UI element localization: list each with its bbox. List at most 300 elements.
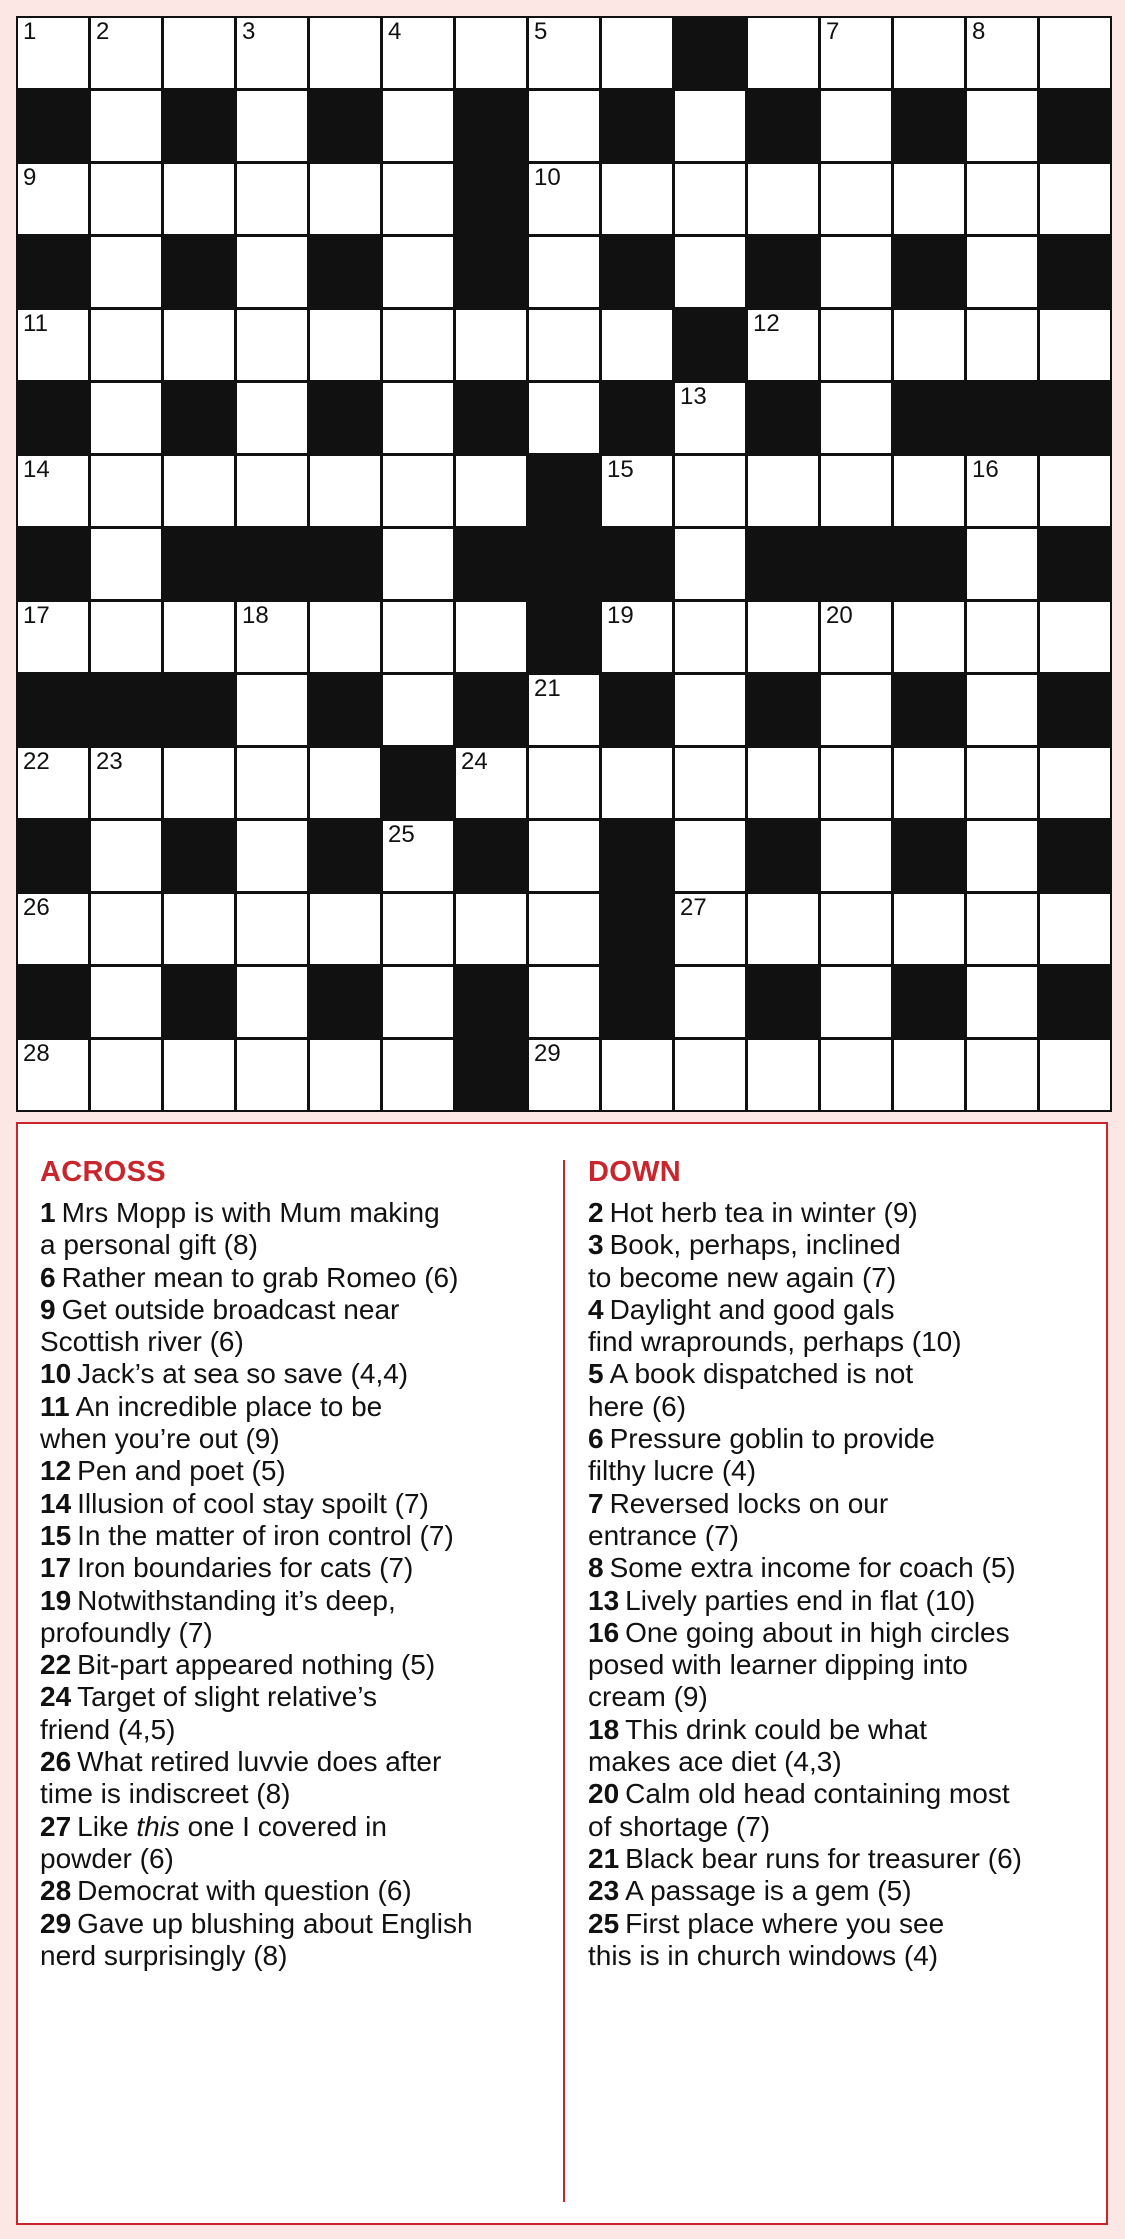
grid-cell[interactable]	[237, 164, 307, 234]
grid-cell[interactable]	[894, 1040, 964, 1110]
grid-cell[interactable]	[18, 18, 88, 88]
grid-cell[interactable]	[91, 529, 161, 599]
across-clue-line	[40, 1908, 550, 1940]
grid-cells	[18, 18, 1110, 1110]
block-cell	[602, 237, 672, 307]
down-clue-line	[588, 1649, 1098, 1681]
grid-cell[interactable]	[894, 894, 964, 964]
grid-cell[interactable]	[456, 602, 526, 672]
grid-cell[interactable]	[602, 164, 672, 234]
grid-cell[interactable]	[237, 456, 307, 526]
grid-cell[interactable]	[383, 310, 453, 380]
grid-cell[interactable]	[91, 821, 161, 891]
clue-number: 15	[607, 456, 634, 483]
grid-cell[interactable]	[675, 821, 745, 891]
grid-cell[interactable]	[675, 237, 745, 307]
block-cell	[456, 821, 526, 891]
clue-text: Hot herb tea in winter (9)	[609, 1197, 918, 1228]
clue-number-label: 9	[40, 1293, 56, 1325]
clue-number: 3	[242, 18, 256, 45]
across-clue-line	[40, 1423, 550, 1455]
grid-cell[interactable]	[91, 237, 161, 307]
down-heading: DOWN	[588, 1156, 682, 1188]
down-clue-line	[588, 1778, 1098, 1810]
across-clue-line	[40, 1488, 550, 1520]
block-cell	[18, 91, 88, 161]
grid-cell[interactable]	[310, 456, 380, 526]
grid-cell[interactable]	[164, 18, 234, 88]
grid-cell[interactable]	[237, 1040, 307, 1110]
grid-cell[interactable]	[602, 310, 672, 380]
clue-text: This drink could be what	[625, 1713, 928, 1745]
across-clue-line	[40, 1940, 550, 1972]
down-clue-line	[588, 1391, 1098, 1423]
clue-text: this	[136, 1810, 180, 1842]
clue-number-label: 18	[588, 1713, 620, 1745]
grid-cell[interactable]	[91, 164, 161, 234]
clue-number: 5	[534, 18, 548, 45]
grid-cell[interactable]	[602, 18, 672, 88]
grid-cell[interactable]	[894, 748, 964, 818]
grid-cell[interactable]	[456, 456, 526, 526]
block-cell	[602, 675, 672, 745]
grid-cell[interactable]	[18, 894, 88, 964]
clue-number-label: 3	[588, 1229, 604, 1261]
block-cell	[1040, 237, 1110, 307]
grid-cell[interactable]	[237, 675, 307, 745]
grid-cell[interactable]	[91, 894, 161, 964]
grid-cell[interactable]	[18, 602, 88, 672]
clue-number-label: 1	[40, 1197, 56, 1228]
grid-cell[interactable]	[821, 894, 891, 964]
grid-cell[interactable]	[529, 894, 599, 964]
grid-cell[interactable]	[675, 894, 745, 964]
clue-number-label: 14	[40, 1487, 72, 1519]
grid-cell[interactable]	[894, 18, 964, 88]
down-clue-line	[588, 1229, 1098, 1261]
clue-text: Rather mean to grab Romeo (6)	[61, 1261, 459, 1293]
clue-number-label: 6	[588, 1423, 604, 1455]
grid-cell[interactable]	[456, 18, 526, 88]
grid-cell[interactable]	[383, 675, 453, 745]
grid-cell[interactable]	[967, 237, 1037, 307]
grid-cell[interactable]	[675, 602, 745, 672]
grid-cell[interactable]	[18, 748, 88, 818]
grid-cell[interactable]	[821, 383, 891, 453]
grid-cell[interactable]	[821, 310, 891, 380]
block-cell	[1040, 383, 1110, 453]
grid-cell[interactable]	[967, 602, 1037, 672]
grid-cell[interactable]	[821, 237, 891, 307]
clue-number: 28	[23, 1040, 50, 1067]
across-clue-line	[40, 1229, 550, 1261]
grid-cell[interactable]	[529, 821, 599, 891]
grid-cell[interactable]	[967, 456, 1037, 526]
grid-cell[interactable]	[91, 18, 161, 88]
grid-cell[interactable]	[675, 748, 745, 818]
clue-text: Get outside broadcast near	[61, 1293, 400, 1325]
grid-cell[interactable]	[456, 748, 526, 818]
grid-cell[interactable]	[675, 675, 745, 745]
block-cell	[748, 821, 818, 891]
grid-cell[interactable]	[967, 894, 1037, 964]
grid-cell[interactable]	[675, 456, 745, 526]
clue-number-label: 21	[588, 1842, 620, 1874]
clue-text: Target of slight relative’s	[77, 1681, 378, 1713]
clue-number: 1	[23, 18, 37, 45]
clue-number-label: 2	[588, 1197, 604, 1228]
clue-number-label: 10	[40, 1358, 72, 1390]
grid-cell[interactable]	[821, 18, 891, 88]
clue-text: An incredible place to be	[75, 1390, 383, 1422]
block-cell	[456, 383, 526, 453]
grid-cell[interactable]	[383, 821, 453, 891]
grid-cell[interactable]	[529, 18, 599, 88]
clue-text: Reversed locks on our	[609, 1487, 889, 1519]
across-clue-line	[40, 1520, 550, 1552]
clue-number-label: 5	[588, 1358, 604, 1390]
grid-cell[interactable]	[967, 310, 1037, 380]
grid-cell[interactable]	[529, 675, 599, 745]
block-cell	[894, 237, 964, 307]
grid-cell[interactable]	[675, 383, 745, 453]
down-clue-line	[588, 1520, 1098, 1552]
clue-number-label: 6	[40, 1261, 56, 1293]
grid-cell[interactable]	[821, 967, 891, 1037]
block-cell	[18, 383, 88, 453]
grid-cell[interactable]	[821, 675, 891, 745]
block-cell	[164, 675, 234, 745]
grid-cell[interactable]	[967, 91, 1037, 161]
grid-cell[interactable]	[91, 310, 161, 380]
column-divider	[563, 1160, 565, 2202]
grid-cell[interactable]	[748, 18, 818, 88]
block-cell	[1040, 967, 1110, 1037]
block-cell	[310, 529, 380, 599]
clue-text: What retired luvvie does after	[77, 1746, 442, 1778]
clue-text: find wraprounds, perhaps (10)	[588, 1326, 962, 1358]
grid-cell[interactable]	[18, 456, 88, 526]
grid-cell[interactable]	[237, 821, 307, 891]
block-cell	[748, 237, 818, 307]
block-cell	[748, 675, 818, 745]
grid-cell[interactable]	[821, 456, 891, 526]
grid-cell[interactable]	[1040, 164, 1110, 234]
clue-number: 27	[680, 894, 707, 921]
grid-cell[interactable]	[894, 602, 964, 672]
grid-cell[interactable]	[383, 602, 453, 672]
grid-cell[interactable]	[894, 456, 964, 526]
across-clue-line	[40, 1585, 550, 1617]
grid-cell[interactable]	[91, 1040, 161, 1110]
block-cell	[310, 967, 380, 1037]
across-clue-line	[40, 1746, 550, 1778]
grid-cell[interactable]	[748, 1040, 818, 1110]
grid-cell[interactable]	[310, 894, 380, 964]
clue-text: Mrs Mopp is with Mum making	[61, 1197, 440, 1228]
grid-cell[interactable]	[967, 164, 1037, 234]
grid-cell[interactable]	[237, 383, 307, 453]
grid-cell[interactable]	[310, 748, 380, 818]
clue-number: 17	[23, 602, 50, 629]
block-cell	[1040, 821, 1110, 891]
clue-text: posed with learner dipping into	[588, 1649, 968, 1681]
grid-cell[interactable]	[748, 894, 818, 964]
block-cell	[310, 383, 380, 453]
grid-cell[interactable]	[821, 748, 891, 818]
grid-cell[interactable]	[237, 310, 307, 380]
clue-number: 20	[826, 602, 853, 629]
clue-number-label: 13	[588, 1584, 620, 1616]
grid-cell[interactable]	[164, 894, 234, 964]
clue-number-label: 12	[40, 1455, 72, 1487]
grid-cell[interactable]	[383, 164, 453, 234]
grid-cell[interactable]	[675, 967, 745, 1037]
grid-cell[interactable]	[1040, 456, 1110, 526]
grid-cell[interactable]	[894, 310, 964, 380]
block-cell	[164, 91, 234, 161]
block-cell	[18, 529, 88, 599]
grid-cell[interactable]	[529, 310, 599, 380]
grid-cell[interactable]	[164, 602, 234, 672]
grid-cell[interactable]	[1040, 18, 1110, 88]
grid-cell[interactable]	[383, 91, 453, 161]
grid-cell[interactable]	[91, 602, 161, 672]
grid-cell[interactable]	[91, 91, 161, 161]
block-cell	[894, 91, 964, 161]
down-clue-line	[588, 1358, 1098, 1390]
grid-cell[interactable]	[967, 529, 1037, 599]
grid-cell[interactable]	[91, 967, 161, 1037]
clue-number: 8	[972, 18, 986, 45]
grid-cell[interactable]	[383, 383, 453, 453]
grid-cell[interactable]	[310, 310, 380, 380]
grid-cell[interactable]	[456, 310, 526, 380]
grid-cell[interactable]	[237, 602, 307, 672]
grid-cell[interactable]	[237, 894, 307, 964]
across-clue-line	[40, 1552, 550, 1584]
clue-text: cream (9)	[588, 1681, 708, 1713]
grid-cell[interactable]	[602, 1040, 672, 1110]
grid-cell[interactable]	[967, 821, 1037, 891]
clue-text: Daylight and good gals	[609, 1293, 895, 1325]
clue-text: Illusion of cool stay spoilt (7)	[77, 1487, 429, 1519]
grid-cell[interactable]	[821, 164, 891, 234]
block-cell	[894, 821, 964, 891]
grid-cell[interactable]	[821, 91, 891, 161]
clue-number: 13	[680, 383, 707, 410]
block-cell	[383, 748, 453, 818]
grid-cell[interactable]	[383, 529, 453, 599]
grid-cell[interactable]	[1040, 1040, 1110, 1110]
block-cell	[456, 967, 526, 1037]
block-cell	[310, 91, 380, 161]
grid-cell[interactable]	[675, 164, 745, 234]
grid-cell[interactable]	[383, 18, 453, 88]
across-heading: ACROSS	[40, 1156, 166, 1188]
clue-text: Book, perhaps, inclined	[609, 1229, 901, 1261]
block-cell	[164, 383, 234, 453]
grid-cell[interactable]	[237, 237, 307, 307]
grid-cell[interactable]	[602, 748, 672, 818]
clue-number: 19	[607, 602, 634, 629]
grid-cell[interactable]	[967, 1040, 1037, 1110]
clue-number: 18	[242, 602, 269, 629]
grid-cell[interactable]	[383, 456, 453, 526]
clue-number-label: 4	[588, 1293, 604, 1325]
grid-cell[interactable]	[748, 456, 818, 526]
grid-cell[interactable]	[529, 1040, 599, 1110]
grid-cell[interactable]	[529, 967, 599, 1037]
grid-cell[interactable]	[164, 1040, 234, 1110]
grid-cell[interactable]	[164, 456, 234, 526]
block-cell	[164, 821, 234, 891]
grid-cell[interactable]	[1040, 748, 1110, 818]
block-cell	[894, 383, 964, 453]
grid-cell[interactable]	[91, 456, 161, 526]
grid-cell[interactable]	[310, 1040, 380, 1110]
down-clue-line	[588, 1714, 1098, 1746]
grid-cell[interactable]	[1040, 310, 1110, 380]
clue-text: Democrat with question (6)	[77, 1875, 412, 1907]
grid-cell[interactable]	[164, 748, 234, 818]
across-clue-line	[40, 1455, 550, 1487]
grid-cell[interactable]	[310, 602, 380, 672]
grid-cell[interactable]	[675, 529, 745, 599]
block-cell	[967, 383, 1037, 453]
clue-number: 22	[23, 748, 50, 775]
clue-text: of shortage (7)	[588, 1810, 771, 1842]
grid-cell[interactable]	[91, 383, 161, 453]
clue-text: here (6)	[588, 1390, 687, 1422]
block-cell	[748, 967, 818, 1037]
clue-number: 25	[388, 821, 415, 848]
block-cell	[456, 91, 526, 161]
block-cell	[310, 821, 380, 891]
grid-cell[interactable]	[18, 310, 88, 380]
grid-cell[interactable]	[310, 18, 380, 88]
grid-cell[interactable]	[821, 1040, 891, 1110]
clue-text: Gave up blushing about English	[77, 1907, 473, 1939]
block-cell	[894, 529, 964, 599]
clue-text: Pressure goblin to provide	[609, 1423, 935, 1455]
grid-cell[interactable]	[967, 967, 1037, 1037]
down-clue-line	[588, 1908, 1098, 1940]
grid-cell[interactable]	[967, 675, 1037, 745]
clue-number-label: 27	[40, 1810, 72, 1842]
down-clue-line	[588, 1940, 1098, 1972]
grid-cell[interactable]	[1040, 602, 1110, 672]
grid-cell[interactable]	[748, 748, 818, 818]
across-clues	[40, 1156, 550, 1972]
grid-cell[interactable]	[383, 237, 453, 307]
grid-cell[interactable]	[18, 164, 88, 234]
clue-text: to become new again (7)	[588, 1261, 897, 1293]
block-cell	[748, 91, 818, 161]
grid-cell[interactable]	[894, 164, 964, 234]
grid-cell[interactable]	[310, 164, 380, 234]
grid-cell[interactable]	[967, 748, 1037, 818]
across-clue-line	[40, 1714, 550, 1746]
grid-cell[interactable]	[529, 164, 599, 234]
grid-cell[interactable]	[383, 1040, 453, 1110]
block-cell	[894, 675, 964, 745]
block-cell	[1040, 529, 1110, 599]
clue-number: 21	[534, 675, 561, 702]
across-clue-line	[40, 1197, 550, 1229]
clue-number-label: 20	[588, 1778, 620, 1810]
grid-cell[interactable]	[237, 967, 307, 1037]
down-clue-line	[588, 1843, 1098, 1875]
grid-cell[interactable]	[18, 1040, 88, 1110]
grid-cell[interactable]	[967, 18, 1037, 88]
grid-cell[interactable]	[237, 18, 307, 88]
grid-cell[interactable]	[602, 456, 672, 526]
clue-number-label: 17	[40, 1552, 72, 1584]
grid-cell[interactable]	[529, 383, 599, 453]
grid-cell[interactable]	[529, 91, 599, 161]
grid-cell[interactable]	[821, 602, 891, 672]
grid-cell[interactable]	[602, 602, 672, 672]
block-cell	[602, 383, 672, 453]
clue-number-label: 19	[40, 1584, 72, 1616]
grid-cell[interactable]	[91, 748, 161, 818]
grid-cell[interactable]	[164, 164, 234, 234]
clues-panel	[16, 1122, 1108, 2225]
grid-cell[interactable]	[748, 602, 818, 672]
grid-cell[interactable]	[383, 894, 453, 964]
grid-cell[interactable]	[748, 164, 818, 234]
grid-cell[interactable]	[821, 821, 891, 891]
grid-cell[interactable]	[456, 894, 526, 964]
block-cell	[164, 529, 234, 599]
grid-cell[interactable]	[529, 237, 599, 307]
block-cell	[1040, 91, 1110, 161]
clue-text: profoundly (7)	[40, 1616, 213, 1648]
clue-text: Iron boundaries for cats (7)	[77, 1552, 414, 1584]
grid-cell[interactable]	[748, 310, 818, 380]
clue-text: this is in church windows (4)	[588, 1939, 939, 1971]
grid-cell[interactable]	[383, 967, 453, 1037]
down-clue-line	[588, 1811, 1098, 1843]
down-clue-list	[588, 1197, 1098, 1972]
clue-number: 11	[23, 310, 48, 337]
clue-text: time is indiscreet (8)	[40, 1778, 291, 1810]
block-cell	[602, 91, 672, 161]
down-clue-line	[588, 1423, 1098, 1455]
block-cell	[310, 675, 380, 745]
clue-text: one I covered in	[179, 1810, 387, 1842]
down-clue-line	[588, 1488, 1098, 1520]
clue-number-label: 16	[588, 1616, 620, 1648]
clue-text: powder (6)	[40, 1842, 174, 1874]
clue-text: Bit-part appeared nothing (5)	[77, 1649, 436, 1681]
clue-number: 10	[534, 164, 561, 191]
grid-cell[interactable]	[675, 1040, 745, 1110]
grid-cell[interactable]	[529, 748, 599, 818]
clue-number: 23	[96, 748, 123, 775]
grid-cell[interactable]	[1040, 894, 1110, 964]
grid-cell[interactable]	[164, 310, 234, 380]
down-clue-line	[588, 1197, 1098, 1229]
grid-cell[interactable]	[237, 748, 307, 818]
grid-cell[interactable]	[675, 91, 745, 161]
clue-text: friend (4,5)	[40, 1713, 176, 1745]
clue-text: Like	[77, 1810, 137, 1842]
clue-text: A passage is a gem (5)	[625, 1875, 912, 1907]
grid-cell[interactable]	[237, 91, 307, 161]
block-cell	[894, 967, 964, 1037]
